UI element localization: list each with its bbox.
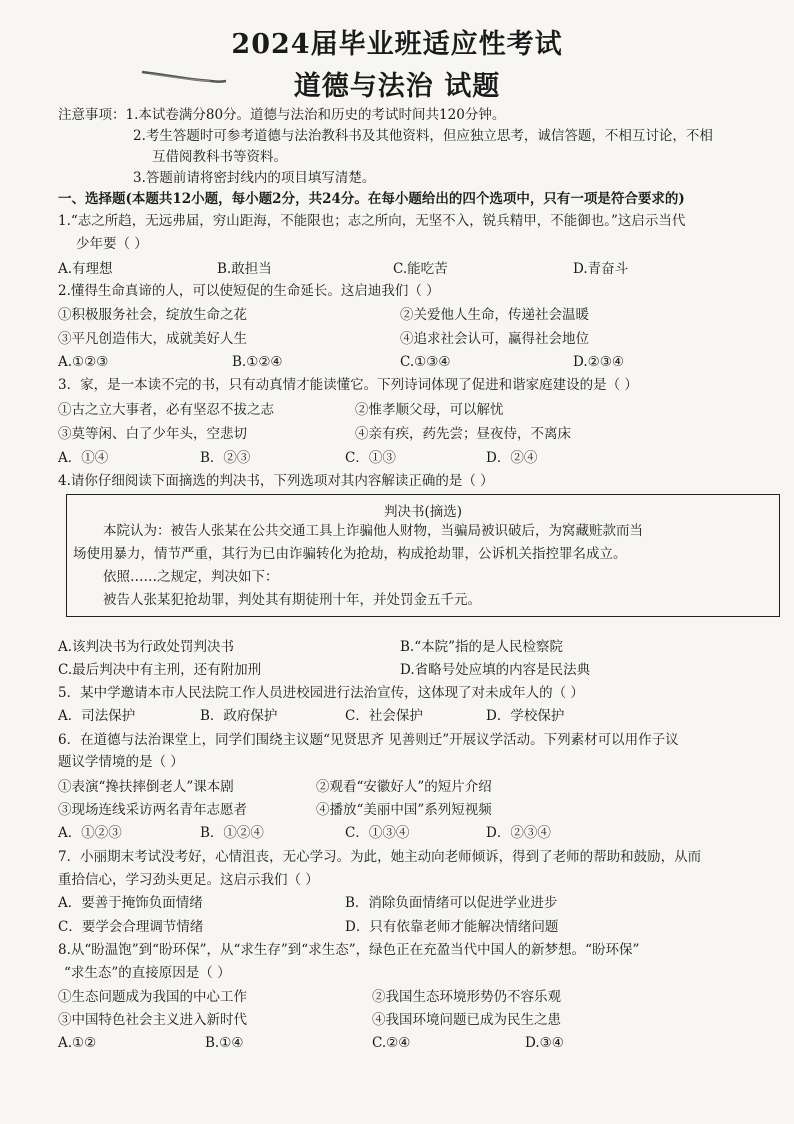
q4-stem: 4.请你仔细阅读下面摘选的判决书，下列选项对其内容解读正确的是（ ）: [58, 473, 494, 489]
q6-option-d: D．②③④: [486, 825, 551, 841]
q8-option-d: D.③④: [525, 1035, 564, 1051]
judgment-line-4: 被告人张某犯抢劫罪，判处其有期徒刑十年，并处罚金五千元。: [103, 592, 481, 608]
q2-option-a: A.①②③: [58, 354, 109, 370]
judgment-excerpt-box: [66, 494, 780, 617]
section-heading: 一、选择题(本题共12小题，每小题2分，共24分。在每小题给出的四个选项中，只有一项是符合要求的): [58, 191, 685, 207]
q6-statement-3: ③现场连线采访两名青年志愿者: [58, 802, 247, 818]
q1-option-a: A.有理想: [58, 261, 113, 277]
q5-option-b: B．政府保护: [200, 708, 278, 724]
q4-option-d: D.省略号处应填的内容是民法典: [400, 662, 591, 678]
q7-stem-cont: 重拾信心，学习劲头更足。这启示我们（ ）: [58, 872, 319, 888]
q1-stem-cont: 少年要（ ）: [76, 236, 148, 252]
q2-statement-3: ③平凡创造伟大，成就美好人生: [58, 331, 247, 347]
q3-option-b: B．②③: [200, 450, 251, 466]
q5-option-a: A．司法保护: [58, 708, 136, 724]
note-2-cont: 互借阅教科书等资料。: [152, 149, 287, 165]
q3-statement-4: ④亲有疾，药先尝；昼夜侍，不离床: [355, 426, 571, 442]
note-3: 3.答题前请将密封线内的项目填写清楚。: [133, 170, 376, 186]
q7-option-c: C．要学会合理调节情绪: [58, 919, 204, 935]
q2-option-c: C.①③④: [400, 354, 451, 370]
q2-statement-4: ④追求社会认可，赢得社会地位: [400, 331, 589, 347]
q2-option-d: D.②③④: [573, 354, 624, 370]
judgment-title: 判决书(摘选): [383, 504, 463, 520]
q6-statement-1: ①表演“搀扶摔倒老人”课本剧: [58, 779, 234, 795]
q2-statement-2: ②关爱他人生命，传递社会温暖: [400, 307, 589, 323]
q4-option-a: A.该判决书为行政处罚判决书: [58, 639, 235, 655]
exam-subtitle: 道德与法治 试题: [293, 71, 501, 102]
q5-option-c: C．社会保护: [345, 708, 423, 724]
q1-option-d: D.青奋斗: [573, 261, 629, 277]
q1-option-b: B.敢担当: [217, 261, 272, 277]
q6-stem: 6．在道德与法治课堂上，同学们围绕主议题“见贤思齐 见善则迁”开展议学活动。下列素材可以用作子议: [58, 732, 679, 748]
q8-stem-cont: “求生态”的直接原因是（ ）: [64, 965, 231, 981]
q2-option-b: B.①②④: [232, 354, 283, 370]
q7-option-d: D．只有依靠老师才能解决情绪问题: [345, 919, 559, 935]
q8-statement-4: ④我国环境问题已成为民生之患: [372, 1012, 561, 1028]
q5-stem: 5．某中学邀请本市人民法院工作人员进校园进行法治宣传，这体现了对未成年人的（ ）: [58, 685, 584, 701]
q8-statement-3: ③中国特色社会主义进入新时代: [58, 1012, 247, 1028]
pen-scribble-mark: [140, 66, 230, 86]
q3-statement-2: ②惟孝顺父母，可以解忧: [355, 402, 504, 418]
q3-option-a: A．①④: [58, 450, 109, 466]
q6-option-a: A．①②③: [58, 825, 122, 841]
q7-option-b: B．消除负面情绪可以促进学业进步: [345, 895, 558, 911]
q2-statement-1: ①积极服务社会，绽放生命之花: [58, 307, 247, 323]
q1-stem: 1.“志之所趋，无远弗届，穷山距海，不能限也；志之所向，无坚不入，锐兵精甲，不能御也。”这启示当代: [58, 213, 686, 229]
note-2: 2.考生答题时可参考道德与法治教科书及其他资料，但应独立思考，诚信答题，不相互讨论，不相: [133, 128, 713, 144]
q5-option-d: D．学校保护: [486, 708, 565, 724]
q7-option-a: A．要善于掩饰负面情绪: [58, 895, 203, 911]
q6-statement-2: ②观看“安徽好人”的短片介绍: [316, 779, 492, 795]
q8-option-a: A.①②: [58, 1035, 97, 1051]
q8-statement-1: ①生态问题成为我国的中心工作: [58, 989, 247, 1005]
q8-option-c: C.②④: [372, 1035, 411, 1051]
q4-option-b: B.“本院”指的是人民检察院: [400, 639, 564, 655]
q3-option-c: C．①③: [345, 450, 396, 466]
q8-stem: 8.从“盼温饱”到“盼环保”，从“求生存”到“求生态”，绿色正在充盈当代中国人的新梦想。“盼环保”: [58, 942, 640, 958]
q3-statement-1: ①古之立大事者，必有坚忍不拔之志: [58, 402, 274, 418]
note-1: 注意事项：1.本试卷满分80分。道德与法治和历史的考试时间共120分钟。: [58, 107, 506, 123]
judgment-line-1: 本院认为：被告人张某在公共交通工具上诈骗他人财物，当骗局被识破后，为窝藏赃款而当: [103, 523, 643, 539]
q3-option-d: D．②④: [486, 450, 538, 466]
q6-stem-cont: 题议学情境的是（ ）: [58, 754, 184, 770]
q8-statement-2: ②我国生态环境形势仍不容乐观: [372, 989, 561, 1005]
exam-title: 2024届毕业班适应性考试: [231, 29, 563, 60]
q4-option-c: C.最后判决中有主刑，还有附加刑: [58, 662, 262, 678]
q6-option-c: C．①③④: [345, 825, 410, 841]
judgment-line-3: 依照……之规定，判决如下：: [103, 569, 279, 585]
q8-option-b: B.①④: [205, 1035, 244, 1051]
judgment-line-2: 场使用暴力，情节严重，其行为已由诈骗转化为抢劫，构成抢劫罪，公诉机关指控罪名成立。: [73, 546, 627, 562]
q6-option-b: B．①②④: [200, 825, 264, 841]
q1-option-c: C.能吃苦: [393, 261, 448, 277]
q3-statement-3: ③莫等闲、白了少年头，空悲切: [58, 426, 247, 442]
q2-stem: 2.懂得生命真谛的人，可以使短促的生命延长。这启迪我们（ ）: [58, 283, 440, 299]
q6-statement-4: ④播放“美丽中国”系列短视频: [316, 802, 492, 818]
q7-stem: 7．小丽期末考试没考好，心情沮丧，无心学习。为此，她主动向老师倾诉，得到了老师的帮助和鼓励，从而: [58, 849, 702, 865]
q3-stem: 3．家，是一本读不完的书，只有动真情才能读懂它。下列诗词体现了促进和谐家庭建设的是（ ）: [58, 377, 638, 393]
